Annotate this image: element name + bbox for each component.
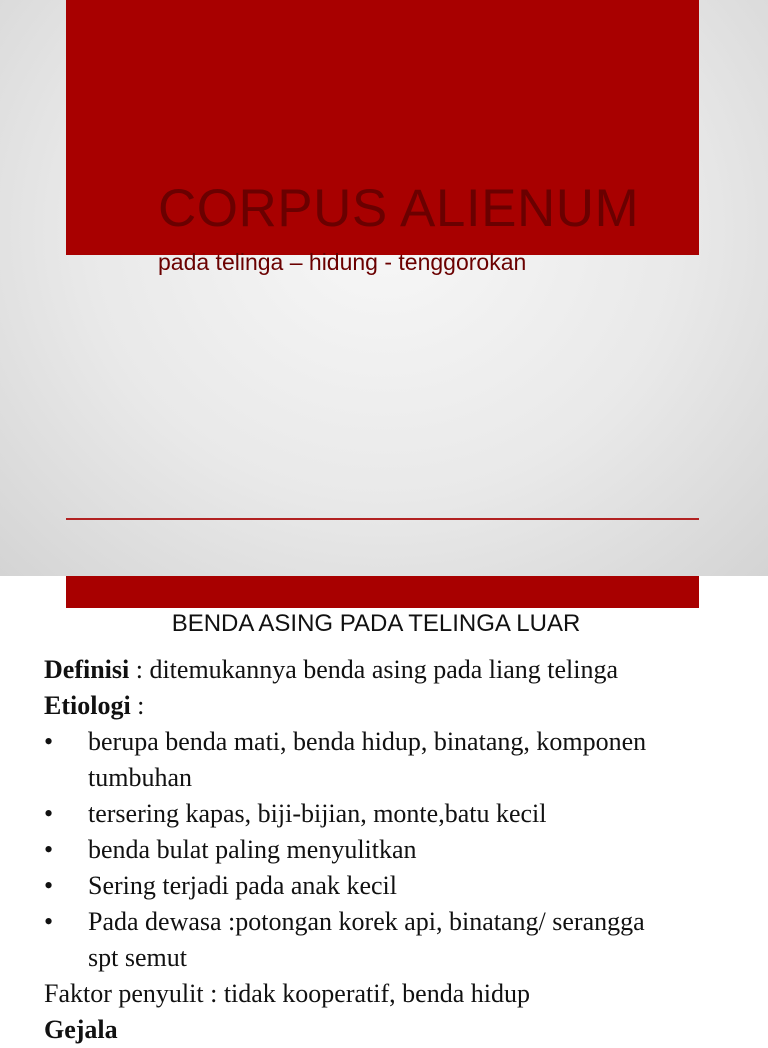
bullet-symbol: • [44,835,54,864]
bullet-symbol: • [44,871,54,900]
list-item [44,868,754,904]
list-item [44,796,754,832]
list-item [44,724,754,796]
slide-subtitle: pada telinga – hidung - tenggorokan [158,249,527,275]
etiologi-label: Etiologi [44,691,131,720]
etiologi-colon: : [130,691,145,720]
etiologi-line [44,688,754,724]
bullet-text: Sering terjadi pada anak kecil [88,871,397,900]
bullet-text: benda bulat paling menyulitkan [88,835,417,864]
content-heading: BENDA ASING PADA TELINGA LUAR [171,610,581,637]
definisi-text: : ditemukannya benda asing pada liang telinga [129,655,619,684]
faktor-line: Faktor penyulit : tidak kooperatif, benda hidup [44,979,530,1008]
cut-off-heading: Gejala [44,1015,118,1044]
definisi-line [44,652,754,688]
bullet-text: Pada dewasa :potongan korek api, binatang/ serangga spt semut [88,907,645,972]
list-item [44,832,754,868]
definisi-label: Definisi [44,655,130,684]
bullet-symbol: • [44,799,54,828]
content-slide [0,576,768,1044]
list-item [44,904,754,976]
content-body [44,652,754,1044]
bullet-symbol: • [44,907,54,936]
slide-title: CORPUS ALIENUM [158,179,640,238]
content-red-band [66,576,699,608]
slide-divider [66,518,699,520]
bullet-text: tersering kapas, biji-bijian, monte,batu kecil [88,799,547,828]
bullet-symbol: • [44,727,54,756]
bullet-text: berupa benda mati, benda hidup, binatang, komponen tumbuhan [88,727,647,792]
